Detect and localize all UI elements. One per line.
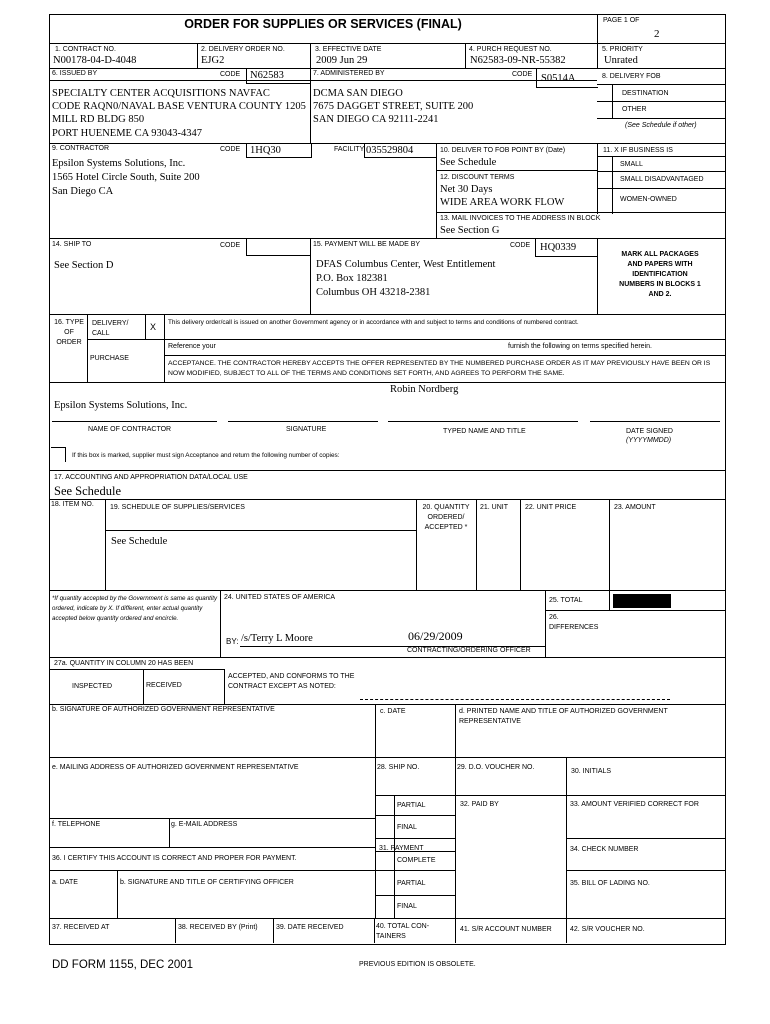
issued-by-code: N62583 (250, 70, 284, 81)
usa-label: 24. UNITED STATES OF AMERICA (224, 594, 335, 601)
initials-label: 30. INITIALS (571, 768, 612, 775)
accepted-conforms-label: ACCEPTED, AND CONFORMS TO THE CONTRACT EXCEPT AS NOTED: (228, 673, 355, 690)
date-received-label: 39. DATE RECEIVED (276, 924, 344, 931)
administered-by-line3: SAN DIEGO CA 92111-2241 (313, 114, 439, 125)
sr-account-label: 41. S/R ACCOUNT NUMBER (460, 926, 552, 933)
deliver-to-fob-value: See Schedule (440, 157, 497, 168)
unit-header: 21. UNIT (480, 504, 509, 511)
delivery-call-label: DELIVERY/ CALL (92, 320, 129, 337)
purch-request-label: 4. PURCH REQUEST NO. (469, 46, 552, 53)
furnish-text: furnish the following on terms specified herein. (508, 343, 652, 350)
contractor-name-value: Epsilon Systems Solutions, Inc. (54, 400, 188, 411)
priority-value: Unrated (604, 55, 638, 66)
purch-request-value: N62583-09-NR-55382 (470, 55, 566, 66)
facility-label: FACILITY (334, 146, 365, 153)
payment-final-label: FINAL (397, 903, 417, 910)
business-small: SMALL (620, 161, 643, 168)
total-label: 25. TOTAL (549, 597, 583, 604)
contract-no-value: N00178-04-D-4048 (53, 55, 137, 66)
cert-date-label: a. DATE (52, 879, 78, 886)
quantity-col20-label: 27a. QUANTITY IN COLUMN 20 HAS BEEN (54, 660, 194, 667)
check-number-label: 34. CHECK NUMBER (570, 846, 639, 853)
administered-by-code-label: CODE (512, 71, 533, 78)
deliver-to-fob-label: 10. DELIVER TO FOB POINT BY (Date) (440, 147, 566, 154)
administered-by-code: S0514A (541, 73, 576, 84)
issued-by-label: 6. ISSUED BY (52, 70, 98, 77)
cert-signature-label: b. SIGNATURE AND TITLE OF CERTIFYING OFFICER (120, 879, 294, 886)
certify-label: 36. I CERTIFY THIS ACCOUNT IS CORRECT AND PROPER FOR PAYMENT. (52, 855, 297, 862)
ship-to-code-box (246, 238, 311, 256)
acceptance-text: ACCEPTANCE. THE CONTRACTOR HEREBY ACCEPTS THE OFFER REPRESENTED BY THE NUMBERED PURCHASE ORDER AS IT MAY PREVIOUSLY HAVE BEEN OR IS NOW MODIFIED, SUBJECT TO ALL OF THE TERMS AND CONDITIONS SET FORTH, AND AGREES TO PERFORM THE SAME. (168, 360, 711, 377)
sr-voucher-label: 42. S/R VOUCHER NO. (570, 926, 645, 933)
form-title: ORDER FOR SUPPLIES OR SERVICES (FINAL) (184, 17, 462, 31)
contractor-line3: San Diego CA (52, 186, 114, 197)
issued-by-code-label: CODE (220, 71, 241, 78)
contractor-line2: 1565 Hotel Circle South, Suite 200 (52, 172, 200, 183)
payment-by-code: HQ0339 (540, 242, 577, 253)
email-label: g. E-MAIL ADDRESS (171, 821, 238, 828)
ship-to-label: 14. SHIP TO (52, 241, 92, 248)
by-label: BY: (226, 637, 239, 646)
issued-by-line4: PORT HUENEME CA 93043-4347 (52, 128, 202, 139)
delivery-call-x[interactable]: X (150, 322, 157, 332)
differences-label: 26. DIFFERENCES (549, 614, 599, 631)
received-label: RECEIVED (146, 682, 182, 689)
fob-note: (See Schedule if other) (625, 122, 697, 129)
issued-by-line2: CODE RAQN0/NAVAL BASE VENTURA COUNTY 1205 (52, 101, 306, 112)
reference-your: Reference your (168, 343, 216, 350)
contractor-code-label: CODE (220, 146, 241, 153)
discount-terms-line1: Net 30 Days (440, 184, 493, 195)
contract-no-label: 1. CONTRACT NO. (55, 46, 116, 53)
date-format-label: (YYYYMMDD) (626, 437, 672, 444)
business-label: 11. X IF BUSINESS IS (603, 147, 673, 154)
administered-by-line1: DCMA SAN DIEGO (313, 88, 403, 99)
schedule-body: See Schedule (111, 536, 168, 547)
copies-note: If this box is marked, supplier must sign Acceptance and return the following number of copies: (72, 452, 340, 459)
accounting-value: See Schedule (54, 484, 121, 498)
facility-value: 035529804 (366, 145, 414, 156)
issued-by-line1: SPECIALTY CENTER ACQUISITIONS NAVFAC (52, 88, 270, 99)
received-by-label: 38. RECEIVED BY (Print) (178, 924, 258, 931)
effective-date-label: 3. EFFECTIVE DATE (315, 46, 382, 53)
signature-label: SIGNATURE (286, 426, 327, 433)
total-containers-label: 40. TOTAL CON- TAINERS (376, 923, 430, 940)
ship-partial-label: PARTIAL (397, 802, 426, 809)
payment-by-line2: P.O. Box 182381 (316, 273, 388, 284)
contracting-officer-label: CONTRACTING/ORDERING OFFICER (407, 647, 531, 654)
mail-invoices-label: 13. MAIL INVOICES TO THE ADDRESS IN BLOCK (440, 215, 601, 222)
printed-name-label: d. PRINTED NAME AND TITLE OF AUTHORIZED GOVERNMENT REPRESENTATIVE (459, 708, 668, 725)
ship-to-code-label: CODE (220, 242, 241, 249)
accounting-label: 17. ACCOUNTING AND APPROPRIATION DATA/LOCAL USE (54, 474, 248, 481)
delivery-fob-label: 8. DELIVERY FOB (602, 73, 661, 80)
typed-name-title-label: TYPED NAME AND TITLE (443, 428, 526, 435)
page-label: PAGE 1 OF (603, 17, 640, 24)
ship-no-label: 28. SHIP NO. (377, 764, 420, 771)
type-of-order-label: 16. TYPE OF ORDER (54, 319, 84, 346)
officer-date-value: 06/29/2009 (408, 629, 463, 643)
date-signed-label: DATE SIGNED (626, 428, 673, 435)
payment-complete-label: COMPLETE (397, 857, 436, 864)
payment-partial-label: PARTIAL (397, 880, 426, 887)
ship-to-value: See Section D (54, 260, 114, 271)
business-women-owned: WOMEN-OWNED (620, 196, 677, 203)
item-no-header: 18. ITEM NO. (51, 501, 94, 508)
typed-name-value: Robin Nordberg (390, 384, 459, 395)
inspected-label: INSPECTED (72, 683, 113, 690)
payment-by-line3: Columbus OH 43218-2381 (316, 287, 431, 298)
ship-final-label: FINAL (397, 824, 417, 831)
effective-date-value: 2009 Jun 29 (316, 55, 368, 66)
delivery-order-value: EJG2 (201, 55, 225, 66)
sig-auth-rep-label: b. SIGNATURE OF AUTHORIZED GOVERNMENT REPRESENTATIVE (52, 706, 275, 713)
mail-invoices-value: See Section G (440, 225, 500, 236)
business-small-disadvantaged: SMALL DISADVANTAGED (620, 176, 704, 183)
payment-by-label: 15. PAYMENT WILL BE MADE BY (313, 241, 421, 248)
issued-by-line3: MILL RD BLDG 850 (52, 114, 145, 125)
signer-value: /s/Terry L Moore (241, 633, 313, 644)
payment-by-line1: DFAS Columbus Center, West Entitlement (316, 259, 496, 270)
delivery-order-label: 2. DELIVERY ORDER NO. (201, 46, 285, 53)
quantity-footnote: *If quantity accepted by the Government is same as quantity ordered, indicate by X. If different, enter actual quantity accepted below quantity ordered and encircle. (52, 595, 218, 622)
form-number: DD FORM 1155, DEC 2001 (52, 959, 194, 971)
payment-label: 31. PAYMENT (379, 845, 424, 852)
discount-terms-label: 12. DISCOUNT TERMS (440, 174, 515, 181)
payment-by-code-label: CODE (510, 242, 531, 249)
purchase-label: PURCHASE (90, 355, 129, 362)
unit-price-header: 22. UNIT PRICE (525, 504, 577, 511)
page-total: 2 (654, 28, 660, 40)
contractor-label: 9. CONTRACTOR (52, 145, 110, 152)
mailing-address-label: e. MAILING ADDRESS OF AUTHORIZED GOVERNMENT REPRESENTATIVE (52, 764, 299, 771)
copies-checkbox[interactable] (51, 447, 66, 462)
mark-all-packages: MARK ALL PACKAGES AND PAPERS WITH IDENTIFICATION NUMBERS IN BLOCKS 1 AND 2. (619, 251, 701, 298)
do-voucher-label: 29. D.O. VOUCHER NO. (457, 764, 535, 771)
delivery-call-text: This delivery order/call is issued on another Government agency or in accordance with and subject to terms and conditions of numbered contract. (168, 319, 579, 326)
fob-destination: DESTINATION (622, 90, 669, 97)
paid-by-label: 32. PAID BY (460, 801, 499, 808)
received-at-label: 37. RECEIVED AT (52, 924, 110, 931)
telephone-label: f. TELEPHONE (52, 821, 101, 828)
administered-by-line2: 7675 DAGGET STREET, SUITE 200 (313, 101, 474, 112)
bill-of-lading-label: 35. BILL OF LADING NO. (570, 880, 650, 887)
name-of-contractor-label: NAME OF CONTRACTOR (88, 426, 172, 433)
contractor-line1: Epsilon Systems Solutions, Inc. (52, 158, 186, 169)
total-value-block (613, 594, 671, 608)
discount-terms-line2: WIDE AREA WORK FLOW (440, 197, 565, 208)
contractor-code: 1HQ30 (250, 145, 281, 156)
administered-by-label: 7. ADMINISTERED BY (313, 70, 385, 77)
c-date-label: c. DATE (380, 708, 406, 715)
schedule-header: 19. SCHEDULE OF SUPPLIES/SERVICES (110, 504, 245, 511)
fob-other: OTHER (622, 106, 647, 113)
priority-label: 5. PRIORITY (602, 46, 643, 53)
quantity-header: 20. QUANTITY ORDERED/ ACCEPTED * (422, 504, 470, 531)
obsolete-note: PREVIOUS EDITION IS OBSOLETE. (359, 961, 476, 968)
amount-verified-label: 33. AMOUNT VERIFIED CORRECT FOR (570, 801, 699, 808)
amount-header: 23. AMOUNT (614, 504, 656, 511)
